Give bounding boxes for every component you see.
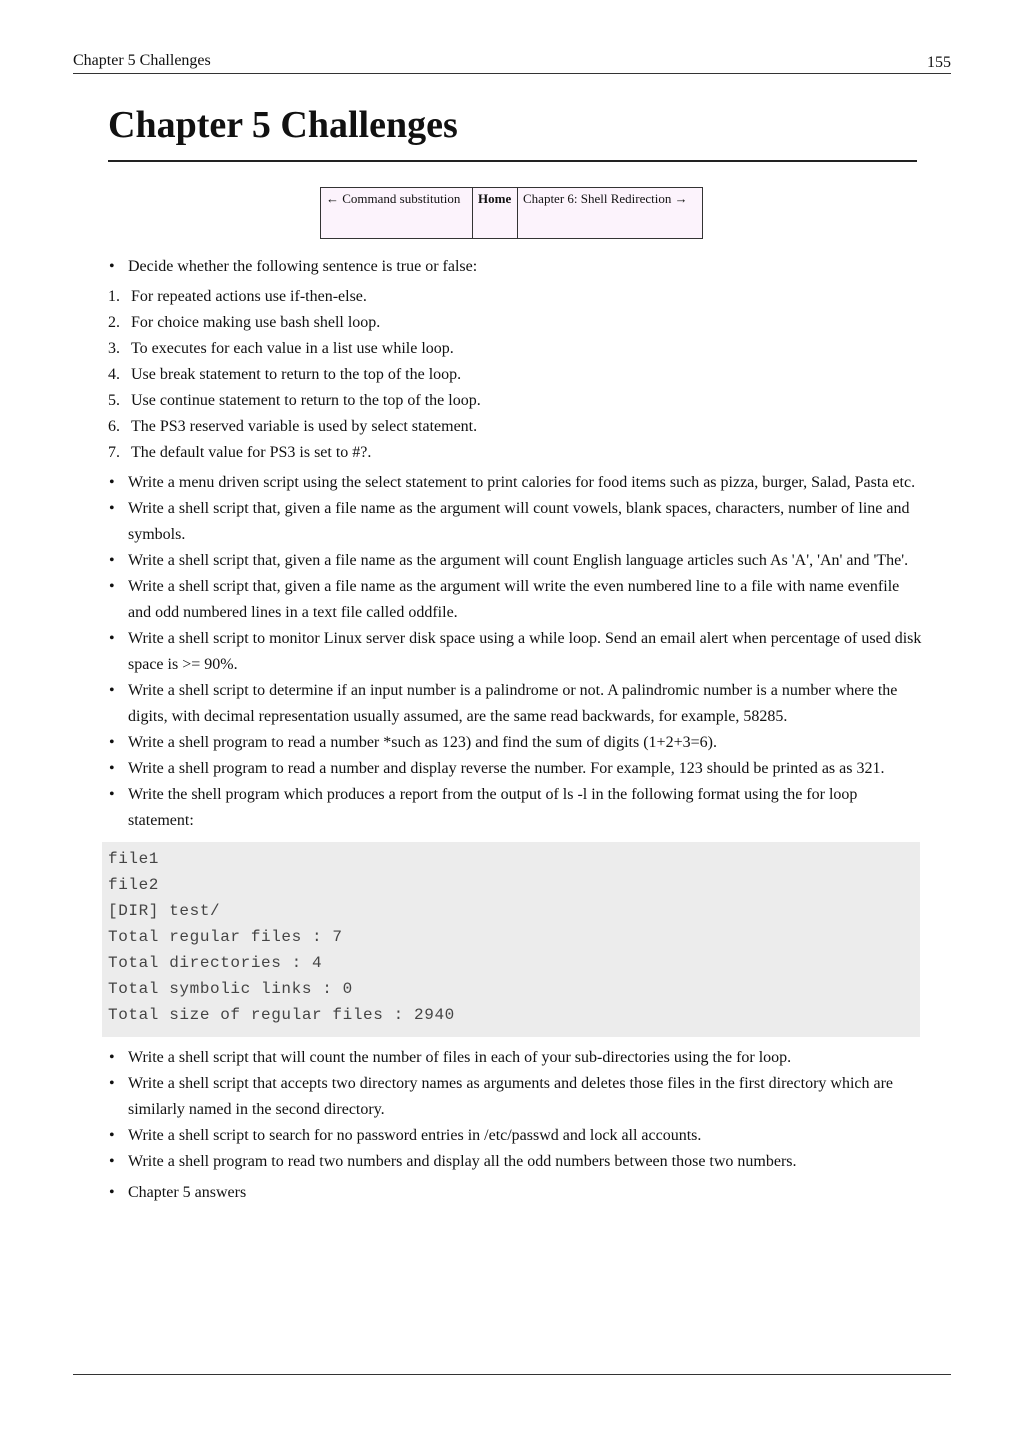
item-number: 5. bbox=[108, 392, 120, 409]
item-text: Use continue statement to return to the top of the loop. bbox=[131, 392, 481, 409]
running-head-chapter: Chapter 5 Challenges bbox=[73, 52, 211, 69]
exercise-item: • Write a shell script that, given a file name as the argument will count vowels, blank spaces, characters, number of line and symbols. bbox=[108, 496, 922, 548]
true-false-item bbox=[108, 336, 922, 362]
exercise-item: • Write a shell script that, given a file name as the argument will write the even numbered line to a file with name evenfile and odd numbered lines in a text file called oddfile. bbox=[108, 574, 922, 626]
item-number: 2. bbox=[108, 314, 120, 331]
exercise-item: • Write a shell script that will count the number of files in each of your sub-directories using the for loop. bbox=[108, 1045, 922, 1071]
item-number: 7. bbox=[108, 444, 120, 461]
item-number: 4. bbox=[108, 366, 120, 383]
exercise-item: • Write a shell script to determine if an input number is a palindrome or not. A palindromic number is a number where the digits, with decimal representation usually assumed, are the same read backwards, for example, 58285. bbox=[108, 678, 922, 730]
item-number: 1. bbox=[108, 288, 120, 305]
nav-prev-link[interactable]: ← Command substitution bbox=[321, 188, 473, 239]
exercise-item: • Write a shell program to read a number and display reverse the number. For example, 123 should be printed as as 321. bbox=[108, 756, 922, 782]
exercise-item: • Write the shell program which produces a report from the output of ls -l in the following format using the for loop statement: bbox=[108, 782, 922, 834]
exercise-item: • Write a shell program to read two numbers and display all the odd numbers between those two numbers. bbox=[108, 1149, 922, 1175]
true-false-list bbox=[108, 284, 922, 466]
true-false-item bbox=[108, 440, 922, 466]
nav-home-link[interactable]: Home bbox=[473, 188, 518, 239]
exercise-item: • Write a shell program to read a number *such as 123) and find the sum of digits (1+2+3=6). bbox=[108, 730, 922, 756]
item-text: The PS3 reserved variable is used by select statement. bbox=[131, 418, 478, 435]
item-number: 3. bbox=[108, 340, 120, 357]
exercise-item: • Write a shell script that, given a file name as the argument will count English language articles such As 'A', 'An' and 'The'. bbox=[108, 548, 922, 574]
chapter-navigation bbox=[320, 187, 703, 239]
true-false-item bbox=[108, 362, 922, 388]
exercise-item: • Write a shell script that accepts two directory names as arguments and deletes those files in the first directory which are similarly named in the second directory. bbox=[108, 1071, 922, 1123]
true-false-item bbox=[108, 414, 922, 440]
true-false-item bbox=[108, 310, 922, 336]
list-item: • Decide whether the following sentence is true or false: bbox=[108, 254, 922, 280]
item-text: For repeated actions use if-then-else. bbox=[131, 288, 367, 305]
footer-rule bbox=[73, 1374, 951, 1375]
item-number: 6. bbox=[108, 418, 120, 435]
exercise-item: • Write a shell script to search for no password entries in /etc/passwd and lock all accounts. bbox=[108, 1123, 922, 1149]
item-text: To executes for each value in a list use while loop. bbox=[131, 340, 454, 357]
exercise-list bbox=[108, 470, 922, 834]
answers-list bbox=[108, 1180, 922, 1206]
true-false-item bbox=[108, 388, 922, 414]
item-text: The default value for PS3 is set to #?. bbox=[131, 444, 372, 461]
item-text: Use break statement to return to the top of the loop. bbox=[131, 366, 462, 383]
main-content bbox=[108, 254, 922, 1206]
exercise-item: • Write a menu driven script using the select statement to print calories for food items such as pizza, burger, Salad, Pasta etc. bbox=[108, 470, 922, 496]
item-text: For choice making use bash shell loop. bbox=[131, 314, 381, 331]
running-header bbox=[73, 50, 951, 74]
nav-next-link[interactable]: Chapter 6: Shell Redirection → bbox=[518, 188, 703, 239]
true-false-item bbox=[108, 284, 922, 310]
page-title: Chapter 5 Challenges bbox=[108, 100, 917, 162]
intro-list bbox=[108, 254, 922, 280]
exercise-list-continued bbox=[108, 1045, 922, 1175]
page-number: 155 bbox=[927, 54, 951, 71]
answers-link[interactable]: • Chapter 5 answers bbox=[108, 1180, 922, 1206]
exercise-item: • Write a shell script to monitor Linux server disk space using a while loop. Send an email alert when percentage of used disk space is >= 90%. bbox=[108, 626, 922, 678]
code-block: file1 file2 [DIR] test/ Total regular files : 7 Total directories : 4 Total symbolic links : 0 Total size of regular files : 2940 bbox=[102, 842, 920, 1037]
